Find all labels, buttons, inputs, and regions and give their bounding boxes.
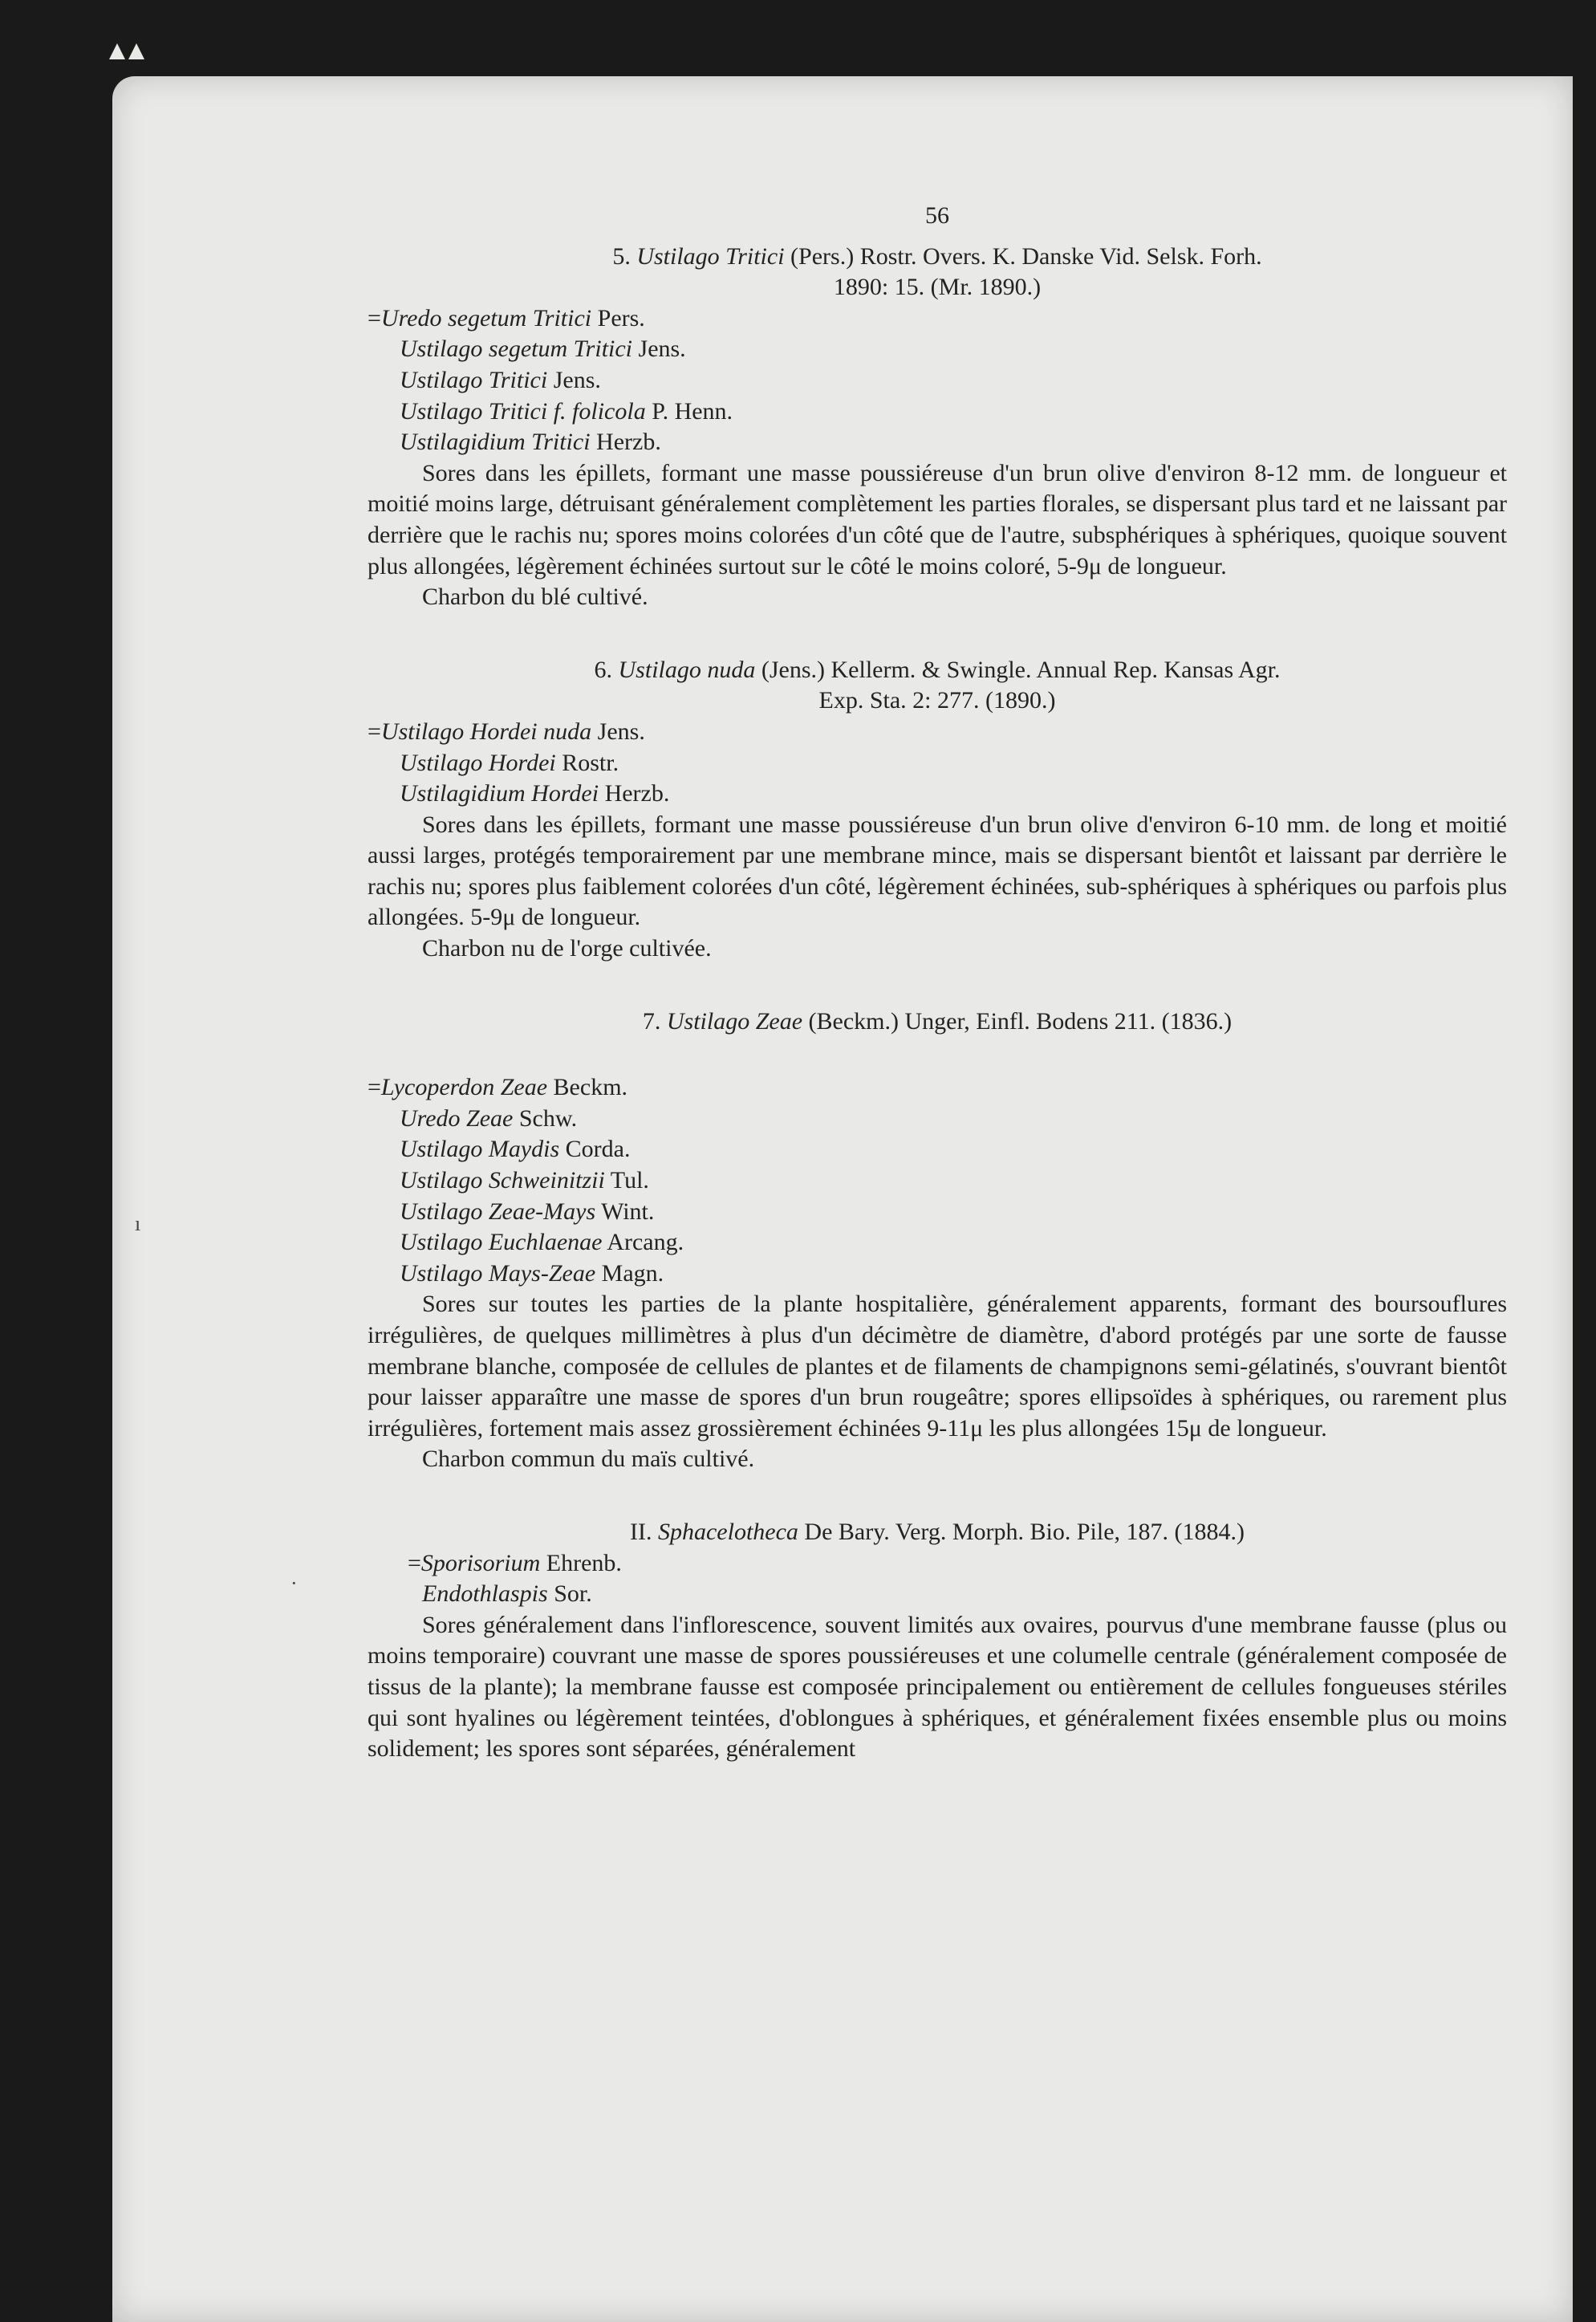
synonym: Ustilagidium Hordei Herzb. xyxy=(400,780,670,807)
synonym: Ustilago Euchlaenae Arcang. xyxy=(400,1229,684,1256)
species-description: Sores sur toutes les parties de la plante hospitalière, généralement apparents, formant des boursouflures irrégulières, de quelques millimètres à plus d'un décimètre de diamètre, d'abord protégés par une sorte de fausse membrane blanche, composée de cellules de plantes et de filaments de champignons semi-gélatinés, s'ouvrant bientôt pour laisser apparaître une masse de spores d'un brun rougeâtre; spores ellipsoïdes à sphériques, ou rarement plus irrégulières, fortement mais assez grossièrement échinées 9-11μ les plus allongées 15μ de longueur. xyxy=(368,1291,1507,1442)
page-number: 56 xyxy=(925,202,949,229)
common-name: Charbon commun du maïs cultivé. xyxy=(422,1446,755,1473)
synonym: Ustilago Tritici Jens. xyxy=(400,366,601,393)
synonym: =Ustilago Hordei nuda Jens. xyxy=(368,718,645,745)
species-description: Sores dans les épillets, formant une masse poussiéreuse d'un brun olive d'environ 6-10 mm. de long et moitié aussi larges, protégés temporairement par une membrane mince, mais se dispersant bientôt et laissant par derrière le rachis nu; spores plus faiblement colorées d'un côté, légèrement échinées, sub-sphériques à sphériques ou parfois plus allongées. 5-9μ de longueur. xyxy=(368,811,1507,931)
synonym: Uredo Zeae Schw. xyxy=(400,1104,578,1132)
species-title: 6. Ustilago nuda (Jens.) Kellerm. & Swingle. Annual Rep. Kansas Agr. xyxy=(594,656,1281,683)
synonym: Ustilago Schweinitzii Tul. xyxy=(400,1167,649,1194)
synonym: Ustilago Hordei Rostr. xyxy=(400,749,619,776)
synonym: Ustilagidium Tritici Herzb. xyxy=(400,429,661,456)
margin-mark: · xyxy=(290,1572,298,1595)
species-entry xyxy=(368,242,1507,613)
page-text xyxy=(368,201,1507,1765)
genus-entry xyxy=(368,1517,1507,1765)
synonym: =Lycoperdon Zeae Beckm. xyxy=(368,1074,628,1101)
species-entry xyxy=(368,1006,1507,1475)
margin-mark: ı xyxy=(135,1212,141,1235)
common-name: Charbon du blé cultivé. xyxy=(422,584,648,611)
synonym: Ustilago Zeae-Mays Wint. xyxy=(400,1198,655,1225)
synonym: Ustilago segetum Tritici Jens. xyxy=(400,335,686,363)
species-title: 7. Ustilago Zeae (Beckm.) Unger, Einfl. Bodens 211. (1836.) xyxy=(642,1007,1233,1035)
synonym: Ustilago Mays-Zeae Magn. xyxy=(400,1259,664,1287)
synonym: =Sporisorium Ehrenb. xyxy=(408,1549,622,1576)
species-title-cont: 1890: 15. (Mr. 1890.) xyxy=(833,274,1042,301)
synonym: Ustilago Tritici f. folicola P. Henn. xyxy=(400,397,733,425)
genus-title: II. Sphacelotheca De Bary. Verg. Morph. Bio. Pile, 187. (1884.) xyxy=(630,1518,1245,1545)
species-title-cont: Exp. Sta. 2: 277. (1890.) xyxy=(818,687,1056,714)
species-entry xyxy=(368,655,1507,965)
corner-scan-mark xyxy=(106,39,154,63)
common-name: Charbon nu de l'orge cultivée. xyxy=(422,935,712,962)
genus-description: Sores généralement dans l'inflorescence, souvent limités aux ovaires, pourvus d'une membrane fausse (plus ou moins temporaire) couvrant une masse de spores poussiéreuses et une columelle centrale (généralement composée de tissus de la plante); la membrane fausse est composée principalement ou entièrement de cellules fongueuses stériles qui sont hyalines ou légèrement teintées, d'oblongues à sphériques, et généralement fixées ensemble plus ou moins solidement; les spores sont séparées, généralement xyxy=(368,1611,1507,1763)
species-description: Sores dans les épillets, formant une masse poussiéreuse d'un brun olive d'environ 8-12 mm. de longueur et moitié moins large, détruisant généralement complètement les parties florales, se dispersant plus tard et ne laissant par derrière que le rachis nu; spores moins colorées d'un côté que de l'autre, subsphériques à sphériques, quoique souvent plus allongées, légèrement échinées surtout sur le côté le moins coloré, 5-9μ de longueur. xyxy=(368,459,1507,579)
synonym: Ustilago Maydis Corda. xyxy=(400,1136,631,1163)
species-title: 5. Ustilago Tritici (Pers.) Rostr. Overs. K. Danske Vid. Selsk. Forh. xyxy=(612,242,1262,270)
synonym: Endothlaspis Sor. xyxy=(422,1580,592,1608)
synonym: =Uredo segetum Tritici Pers. xyxy=(368,304,645,331)
